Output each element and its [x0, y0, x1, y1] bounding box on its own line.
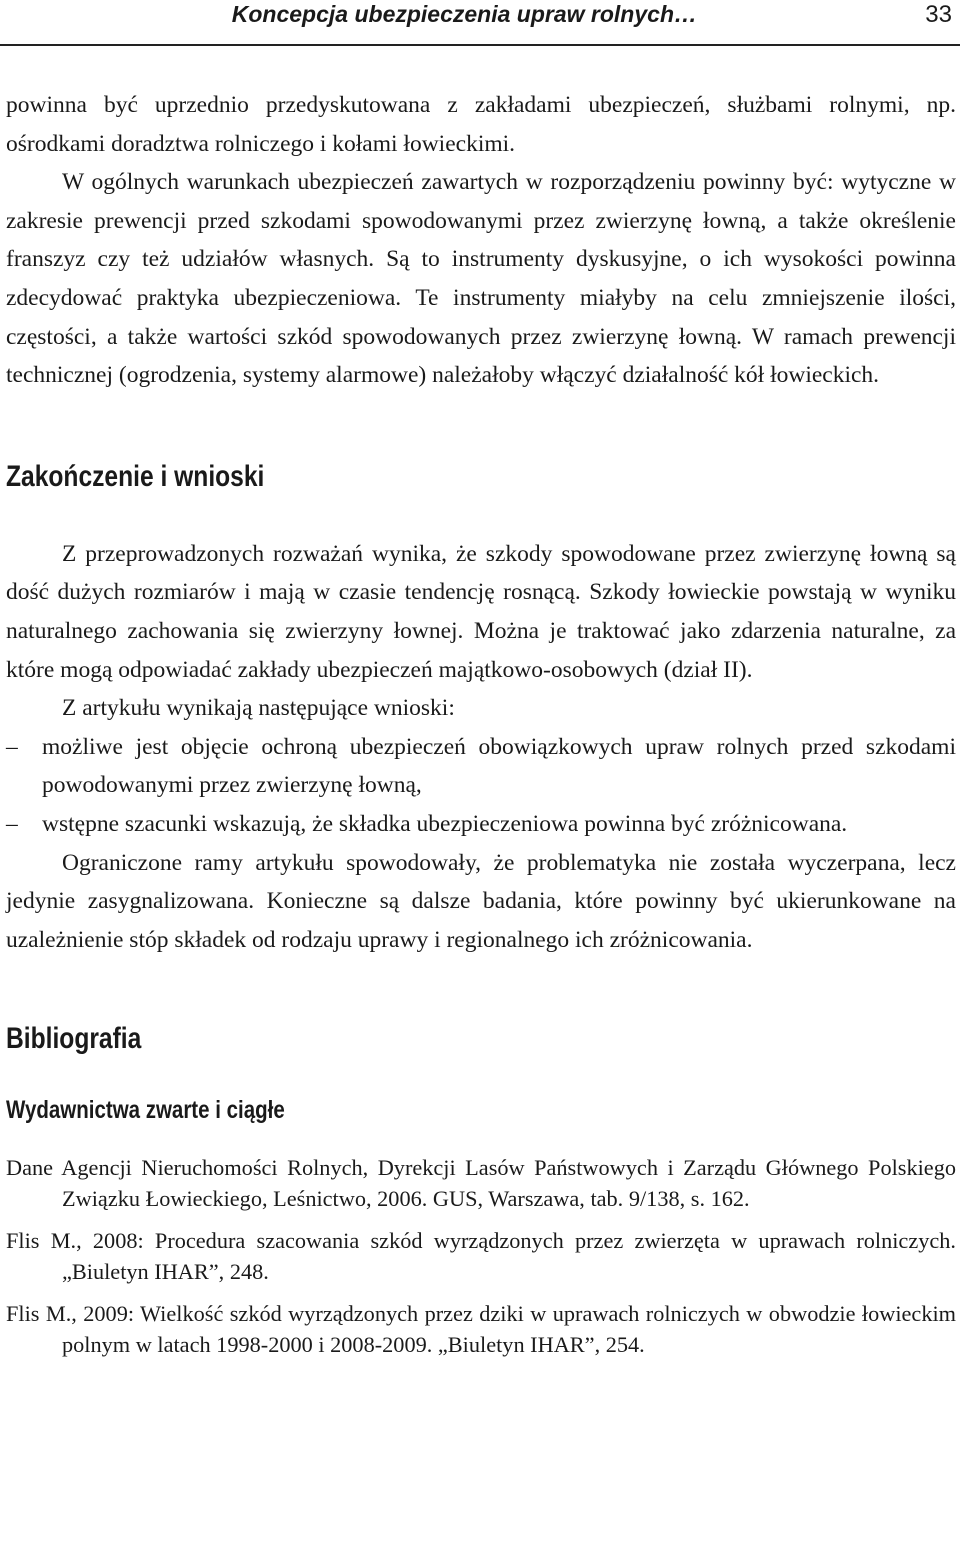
bibliography-entry: Flis M., 2009: Wielkość szkód wyrządzonych przez dziki w uprawach rolniczych w obwodzie łowieckim polnym w latach 1998-2000 i 2008-2009. „Biuletyn IHAR”, 254.	[6, 1301, 956, 1357]
conclusions-paragraph-1: Z przeprowadzonych rozważań wynika, że szkody spowodowane przez zwierzynę łowną są dość dużych rozmiarów i mają w czasie tendencję rosnącą. Szkody łowieckie powstają w wyniku naturalnego zachowania się zwierzyny łownej. Można je traktować jako zdarzenia naturalne, za które mogą odpowiadać zakłady ubezpieczeń majątkowo-osobowych (dział II).	[6, 540, 956, 683]
bibliography-heading: Bibliografia	[6, 1022, 142, 1056]
running-header	[0, 0, 960, 46]
conclusions-list	[6, 728, 956, 844]
dash-bullet: –	[6, 810, 18, 837]
body-paragraph-1: powinna być uprzednio przedyskutowana z zakładami ubezpieczeń, służbami rolnymi, np. ośrodkami doradztwa rolniczego i kołami łowieckimi.	[6, 92, 956, 157]
bibliography-entry: Flis M., 2008: Procedura szacowania szkód wyrządzonych przez zwierzęta w uprawach rolniczych. „Biuletyn IHAR”, 248.	[6, 1228, 956, 1284]
conclusions-paragraph-2: Z artykułu wynikają następujące wnioski:	[62, 695, 455, 722]
page-number: 33	[925, 1, 952, 28]
list-item-text: możliwe jest objęcie ochroną ubezpieczeń obowiązkowych upraw rolnych przed szkodami powodowanymi przez zwierzynę łowną,	[42, 733, 956, 799]
bibliography-subheading: Wydawnictwa zwarte i ciągłe	[6, 1096, 285, 1125]
bibliography-entry: Dane Agencji Nieruchomości Rolnych, Dyrekcji Lasów Państwowych i Zarządu Głównego Polskiego Związku Łowieckiego, Leśnictwo, 2006. GUS, Warszawa, tab. 9/138, s. 162.	[6, 1155, 956, 1211]
conclusions-heading: Zakończenie i wnioski	[6, 459, 265, 493]
list-item	[6, 728, 956, 805]
conclusions-paragraph-3: Ograniczone ramy artykułu spowodowały, że problematyka nie została wyczerpana, lecz jedynie zasygnalizowana. Konieczne są dalsze badania, które powinny być ukierunkowane na uzależnienie stóp składek od rodzaju uprawy i regionalnego ich zróżnicowania.	[6, 849, 956, 953]
dash-bullet: –	[6, 733, 18, 760]
list-item	[6, 805, 956, 844]
running-title: Koncepcja ubezpieczenia upraw rolnych…	[231, 1, 697, 27]
body-paragraph-2: W ogólnych warunkach ubezpieczeń zawartych w rozporządzeniu powinny być: wytyczne w zakresie prewencji przed szkodami spowodowanymi przez zwierzynę łowną, a także określenie franszyz czy też udziałów własnych. Są to instrumenty dyskusyjne, o ich wysokości powinna zdecydować praktyka ubezpieczeniowa. Te instrumenty miałyby na celu zmniejszenie ilości, częstości, a także wartości szkód spowodowanych przez zwierzynę łowną. W ramach prewencji technicznej (ogrodzenia, systemy alarmowe) należałoby włączyć działalność kół łowieckich.	[6, 169, 956, 389]
page-content	[6, 86, 956, 1360]
list-item-text: wstępne szacunki wskazują, że składka ubezpieczeniowa powinna być zróżnicowana.	[42, 810, 848, 837]
